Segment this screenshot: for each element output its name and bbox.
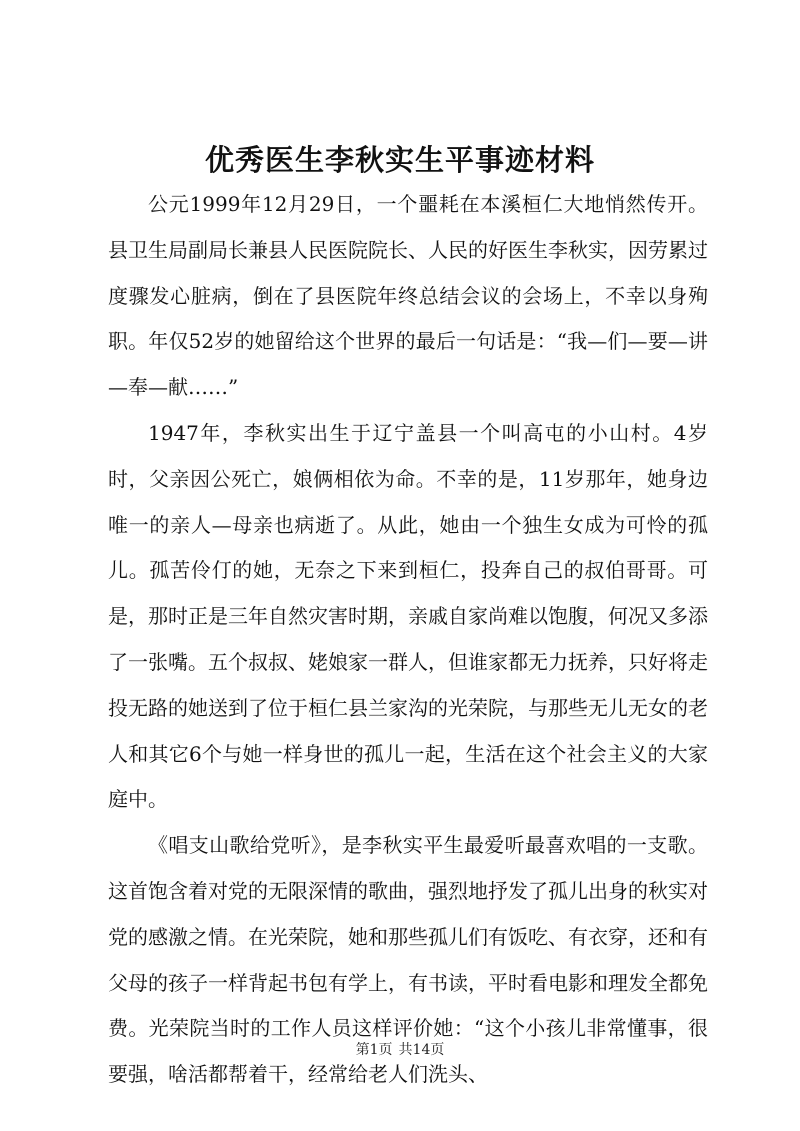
page-total: 共14页 (398, 1042, 445, 1058)
paragraph-1: 公元1999年12月29日，一个噩耗在本溪桓仁大地悄然传开。县卫生局副局长兼县人民医院院长、人民的好医生李秋实，因劳累过度骤发心脏病，倒在了县医院年终总结会议的会场上，不幸以身殉职。年仅52岁的她留给这个世界的最后一句话是：“我—们—要—讲—奉—献……” (108, 192, 708, 400)
paragraph-2: 1947年，李秋实出生于辽宁盖县一个叫高屯的小山村。4岁时，父亲因公死亡，娘俩相依为命。不幸的是，11岁那年，她身边唯一的亲人—母亲也病逝了。从此，她由一个独生女成为可怜的孤儿。孤苦伶仃的她，无奈之下来到桓仁，投奔自己的叔伯哥哥。可是，那时正是三年自然灾害时期，亲戚自家尚难以饱腹，何况又多添了一张嘴。五个叔叔、姥娘家一群人，但谁家都无力抚养，只好将走投无路的她送到了位于桓仁县兰家沟的光荣院，与那些无儿无女的老人和其它6个与她一样身世的孤儿一起，生活在这个社会主义的大家庭中。 (108, 420, 708, 812)
document-body (108, 182, 708, 1098)
page-number: 第1页 (355, 1042, 393, 1058)
page-footer (0, 1041, 800, 1059)
paragraph-3: 《唱支山歌给党听》，是李秋实平生最爱听最喜欢唱的一支歌。这首饱含着对党的无限深情的歌曲，强烈地抒发了孤儿出身的秋实对党的感激之情。在光荣院，她和那些孤儿们有饭吃、有衣穿，还和有父母的孩子一样背起书包有学上，有书读，平时看电影和理发全都免费。光荣院当时的工作人员这样评价她：“这个小孩儿非常懂事，很要强，啥活都帮着干，经常给老人们洗头、 (108, 833, 708, 1087)
document-title: 优秀医生李秋实生平事迹材料 (204, 143, 595, 177)
